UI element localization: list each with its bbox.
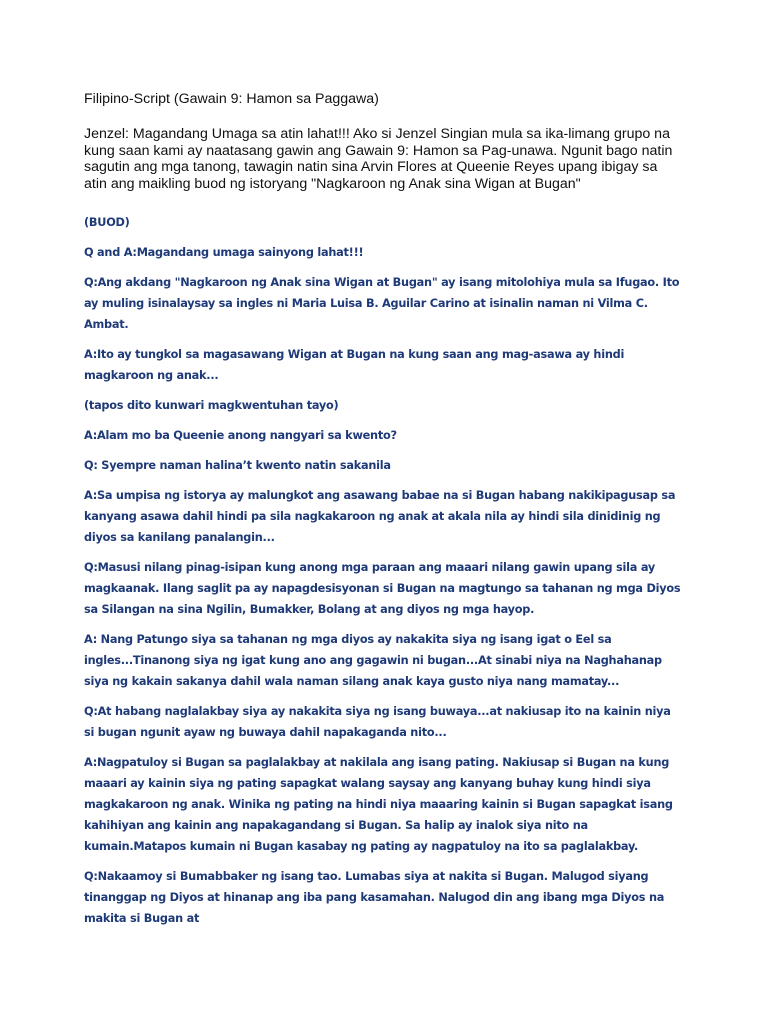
script-paragraph: A:Nagpatuloy si Bugan sa paglalakbay at nakilala ang isang pating. Nakiusap si Bugan na kung maaari ay kainin siya ng pating sapagkat walang saysay ang kanyang buhay kung hindi siya magkakaroon ng anak. Winika ng pating na hindi niya maaaring kainin si Bugan sapagkat isang kahihiyan ang kainin ang napakagandang si Bugan. Sa halip ay inalok siya nito na kumain.Matapos kumain ni Bugan kasabay ng pating ay nagpatuloy na ito sa paglalakbay. (84, 756, 673, 853)
intro-paragraph: Jenzel: Magandang Umaga sa atin lahat!!! Ako si Jenzel Singian mula sa ika-limang grupo na kung saan kami ay naatasang gawin ang Gawain 9: Hamon sa Pag-unawa. Ngunit bago natin sagutin ang mga tanong, tawagin natin sina Arvin Flores at Queenie Reyes upang ibigay sa atin ang maikling buod ng istoryang "Nagkaroon ng Anak sina Wigan at Bugan" (84, 126, 673, 192)
buod-heading: (BUOD) (84, 216, 130, 229)
script-paragraph: Q:Masusi nilang pinag-isipan kung anong mga paraan ang maaari nilang gawin upang sila ay magkaanak. Ilang saglit pa ay napagdesisyonan si Bugan na magtungo sa tahanan ng mga Diyos sa Silangan na sina Ngilin, Bumakker, Bolang at ang diyos ng mga hayop. (84, 561, 681, 616)
script-paragraph: Q:At habang naglalakbay siya ay nakakita siya ng isang buwaya...at nakiusap ito na kainin niya si bugan ngunit ayaw ng buwaya dahil napakaganda nito... (84, 705, 671, 739)
script-paragraph: A:Alam mo ba Queenie anong nangyari sa kwento? (84, 429, 397, 442)
script-paragraph: Q: Syempre naman halina’t kwento natin sakanila (84, 459, 391, 472)
script-paragraph: Q:Ang akdang "Nagkaroon ng Anak sina Wigan at Bugan" ay isang mitolohiya mula sa Ifugao. Ito ay muling isinalaysay sa ingles ni Maria Luisa B. Aguilar Carino at isinalin naman ni Vilma C. Ambat. (84, 276, 680, 331)
document-title: Filipino-Script (Gawain 9: Hamon sa Paggawa) (84, 91, 379, 107)
script-paragraph: Q:Nakaamoy si Bumabbaker ng isang tao. Lumabas siya at nakita si Bugan. Malugod siyang tinanggap ng Diyos at hinanap ang iba pang kasamahan. Nalugod din ang ibang mga Diyos na makita si Bugan at (84, 870, 665, 925)
script-paragraph: A: Nang Patungo siya sa tahanan ng mga diyos ay nakakita siya ng isang igat o Eel sa ingles...Tinanong siya ng igat kung ano ang gagawin ni bugan...At sinabi niya na Naghahanap siya ng kakain sakanya dahil wala naman silang anak kaya gusto niya nang mamatay... (84, 633, 662, 688)
script-paragraph: Q and A:Magandang umaga sainyong lahat!!! (84, 246, 364, 259)
script-paragraph: A:Ito ay tungkol sa magasawang Wigan at Bugan na kung saan ang mag-asawa ay hindi magkaroon ng anak... (84, 348, 625, 382)
script-paragraph: A:Sa umpisa ng istorya ay malungkot ang asawang babae na si Bugan habang nakikipagusap sa kanyang asawa dahil hindi pa sila nagkakaroon ng anak at akala nila ay hindi sila dinidinig ng diyos sa kanilang panalangin... (84, 489, 676, 544)
script-paragraph: (tapos dito kunwari magkwentuhan tayo) (84, 399, 339, 412)
document-body (84, 90, 684, 938)
